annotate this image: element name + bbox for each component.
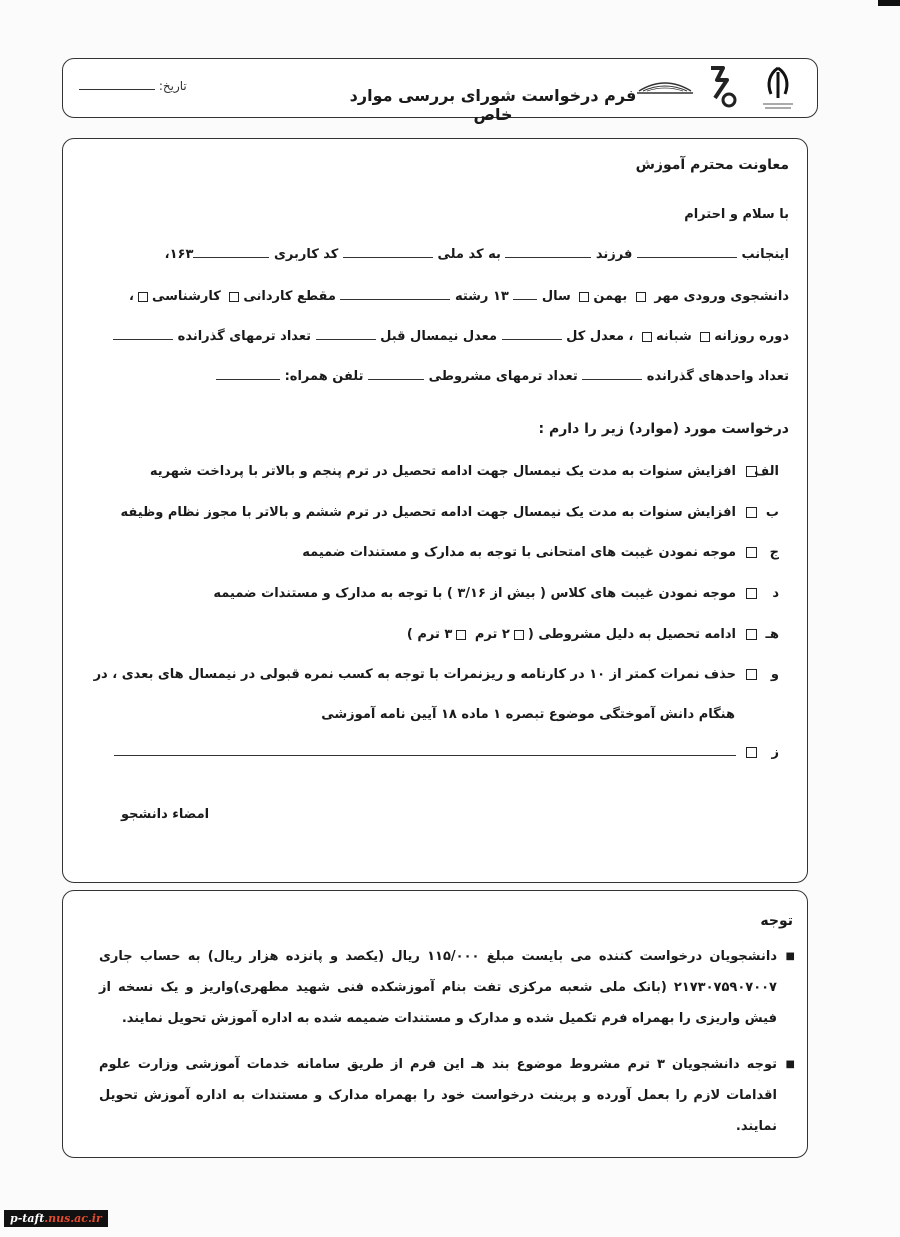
student-info-line-4 xyxy=(81,369,789,384)
label-national-code: به کد ملی xyxy=(437,247,501,262)
father-blank[interactable] xyxy=(505,248,591,258)
item-letter: و xyxy=(770,667,779,682)
signature-label: امضاء دانشجو xyxy=(121,807,210,822)
units-passed-blank[interactable] xyxy=(582,370,642,380)
note-payment xyxy=(99,941,795,1034)
item-checkbox[interactable] xyxy=(746,629,757,640)
label-day-course: دوره روزانه xyxy=(714,329,789,344)
notes-heading: توجه xyxy=(760,913,793,929)
request-item-vav-continued: هنگام دانش آموختگی موضوع تبصره ۱ ماده ۱۸ آیین نامه آموزشی xyxy=(321,707,735,722)
item-text: موجه نمودن غیبت های کلاس ( بیش از ۳/۱۶ ) با توجه به مدارک و مستندات ضمیمه xyxy=(213,586,736,601)
label-name: اینجانب xyxy=(741,247,789,262)
item-text: افزایش سنوات به مدت یک نیمسال جهت ادامه تحصیل در ترم ششم و بالاتر با مجوز نظام وظیفه xyxy=(120,505,736,520)
two-terms-label: ۲ ترم xyxy=(474,627,510,642)
student-info-line-1 xyxy=(81,247,789,262)
year-prefix: ۱۳ xyxy=(492,289,509,304)
gpa-blank[interactable] xyxy=(502,330,562,340)
label-units-passed: تعداد واحدهای گذرانده xyxy=(646,369,789,384)
two-terms-checkbox[interactable] xyxy=(514,630,524,640)
label-associate: مقطع کاردانی xyxy=(243,289,336,304)
associate-checkbox[interactable] xyxy=(229,292,239,302)
request-item-alef xyxy=(81,464,779,479)
request-item-be xyxy=(81,505,779,520)
request-item-ze xyxy=(81,745,779,760)
item-text: موجه نمودن غیبت های امتحانی با توجه به مدارک و مستندات ضمیمه xyxy=(302,545,736,560)
label-bahman: بهمن xyxy=(593,289,628,304)
student-info-line-2 xyxy=(81,289,789,304)
label-year: سال xyxy=(541,289,571,304)
label-bachelor: کارشناسی xyxy=(151,289,221,304)
national-code-blank[interactable] xyxy=(343,248,433,258)
major-blank[interactable] xyxy=(340,290,450,300)
label-prev-gpa: معدل نیمسال قبل xyxy=(380,329,498,344)
item-text: حذف نمرات کمتر از ۱۰ در کارنامه و ریزنمرات با توجه به کسب نمره قبولی در نیمسال های بعدی ، در xyxy=(93,667,736,682)
label-user-code: کد کاربری xyxy=(273,247,339,262)
request-item-vav xyxy=(81,667,779,682)
bachelor-checkbox[interactable] xyxy=(138,292,148,302)
watermark-prefix: p-taft xyxy=(10,1212,45,1225)
item-letter: ز xyxy=(771,745,779,760)
item-checkbox[interactable] xyxy=(746,747,757,758)
line2-comma: ، xyxy=(129,289,134,304)
watermark-suffix: .nus.ac.ir xyxy=(44,1212,102,1225)
college-logo-icon xyxy=(705,64,739,110)
date-field[interactable] xyxy=(79,79,187,93)
year-blank[interactable] xyxy=(513,290,537,300)
item-letter: الف xyxy=(754,464,779,479)
other-request-blank[interactable] xyxy=(114,746,736,756)
user-code-blank[interactable] xyxy=(193,248,269,258)
note-payment-text: دانشجویان درخواست کننده می بایست مبلغ ۱۱۵/۰۰۰ ریال (یکصد و پانزده هزار ریال) به حساب جاری ۲۱۷۳۰۷۵۹۰۷۰۰۷ (بانک ملی شعبه مرکزی تفت بنام آموزشکده فنی شهید مطهری)واریز و یک نسخه از فیش واریزی را بهمراه فرم تکمیل شده و مدارک و مستندات ضمیمه شده به اداره آموزش تحویل نمایند. xyxy=(99,949,777,1026)
mehr-checkbox[interactable] xyxy=(636,292,646,302)
scan-corner-mark xyxy=(878,0,900,6)
date-blank[interactable] xyxy=(79,89,155,90)
item-letter: ج xyxy=(769,545,779,560)
request-item-he xyxy=(81,627,779,642)
greeting: با سلام و احترام xyxy=(684,207,789,222)
salutation: معاونت محترم آموزش xyxy=(635,157,789,173)
form-title: فرم درخواست شورای بررسی موارد خاص xyxy=(349,86,637,124)
item-checkbox[interactable] xyxy=(746,547,757,558)
label-terms-passed: تعداد ترمهای گذرانده xyxy=(177,329,312,344)
form-header xyxy=(62,58,818,124)
item-checkbox[interactable] xyxy=(746,507,757,518)
user-code-suffix: ۱۶۳، xyxy=(164,247,194,262)
label-night-course: شبانه xyxy=(656,329,692,344)
iran-emblem-icon xyxy=(757,64,799,114)
label-major: رشته xyxy=(454,289,489,304)
mobile-blank[interactable] xyxy=(216,370,280,380)
night-course-checkbox[interactable] xyxy=(642,332,652,342)
three-terms-label: ۳ ترم ) xyxy=(406,627,453,642)
prev-gpa-blank[interactable] xyxy=(316,330,376,340)
book-logo-icon xyxy=(635,71,695,97)
label-entry: دانشجوی ورودی مهر xyxy=(654,289,789,304)
item-letter: د xyxy=(772,586,779,601)
note-probation xyxy=(99,1049,795,1142)
item-text: افزایش سنوات به مدت یک نیمسال جهت ادامه تحصیل در ترم پنجم و بالاتر با پرداخت شهریه xyxy=(149,464,736,479)
item-checkbox[interactable] xyxy=(746,588,757,599)
request-form xyxy=(62,138,808,883)
date-label: تاریخ: xyxy=(158,79,187,93)
three-terms-checkbox[interactable] xyxy=(456,630,466,640)
note-probation-text: توجه دانشجویان ۳ ترم مشروط موضوع بند هـ این فرم از طریق سامانه خدمات آموزشی وزارت علوم اقدامات لازم را بعمل آورده و پرینت درخواست خود را بهمراه مدارک و مستندات به اداره آموزش تحویل نمایند. xyxy=(99,1057,778,1134)
terms-passed-blank[interactable] xyxy=(113,330,173,340)
probation-terms-blank[interactable] xyxy=(368,370,424,380)
bullet-icon: ■ xyxy=(785,951,795,962)
bahman-checkbox[interactable] xyxy=(579,292,589,302)
day-course-checkbox[interactable] xyxy=(700,332,710,342)
item-checkbox[interactable] xyxy=(746,669,757,680)
request-item-jim xyxy=(81,545,779,560)
item-letter: ب xyxy=(765,505,779,520)
label-probation-terms: تعداد ترمهای مشروطی xyxy=(428,369,578,384)
request-item-dal xyxy=(81,586,779,601)
label-gpa: ، معدل کل xyxy=(566,329,634,344)
notes-box xyxy=(62,890,808,1158)
item-letter: هـ xyxy=(765,627,779,642)
site-watermark xyxy=(4,1210,108,1227)
student-info-line-3 xyxy=(81,329,789,344)
name-blank[interactable] xyxy=(637,248,737,258)
request-heading: درخواست مورد (موارد) زیر را دارم : xyxy=(538,421,789,437)
item-text: ادامه تحصیل به دلیل مشروطی ( xyxy=(527,627,736,642)
label-mobile: تلفن همراه: xyxy=(284,369,364,384)
bullet-icon: ■ xyxy=(785,1059,795,1070)
label-father: فرزند xyxy=(595,247,633,262)
